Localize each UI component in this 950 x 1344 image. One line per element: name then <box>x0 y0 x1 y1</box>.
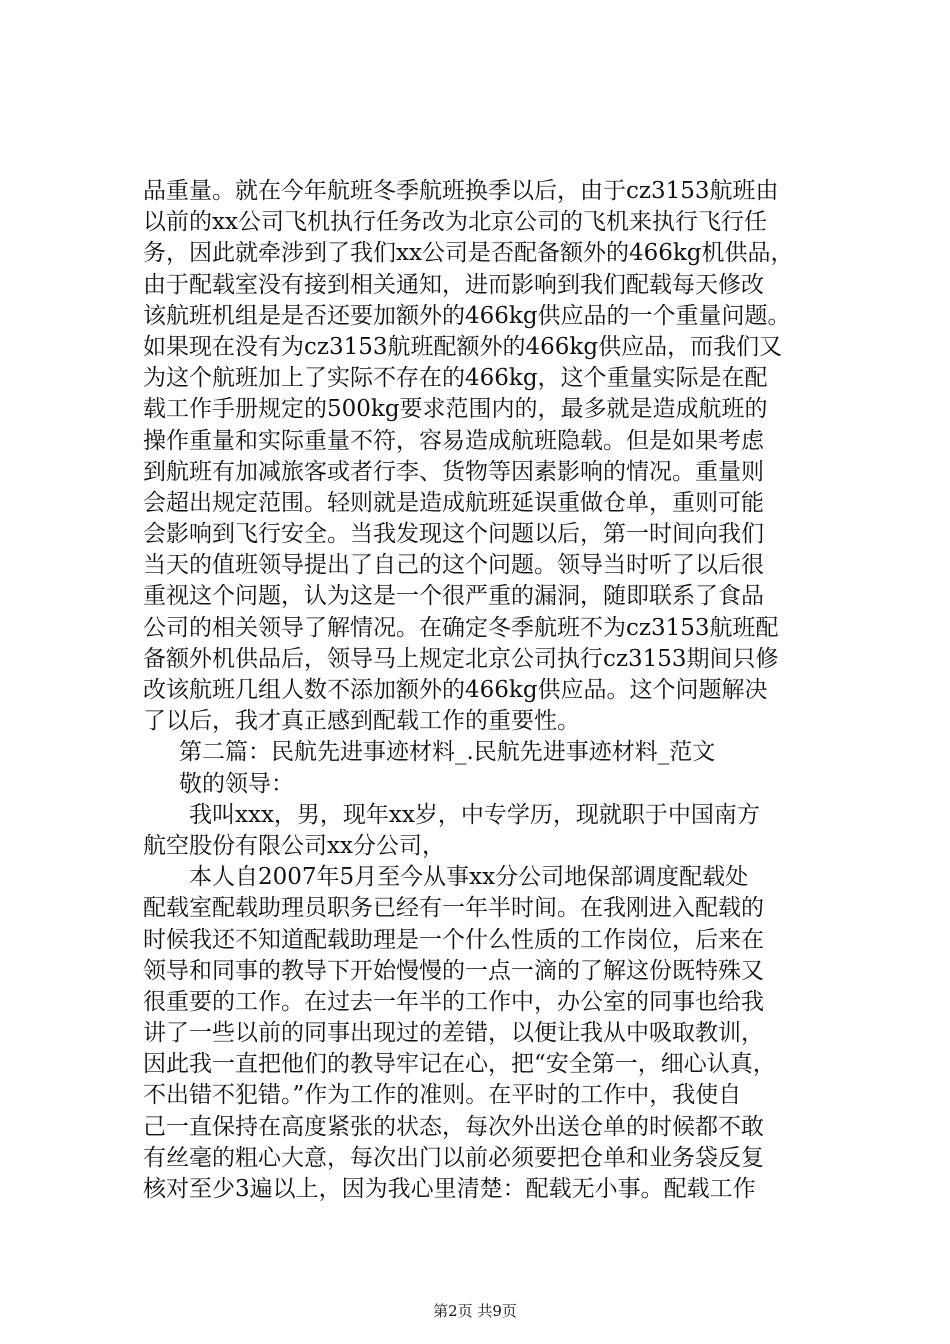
text-line: 如果现在没有为cz3153航班配额外的466kg供应品，而我们又 <box>143 333 783 360</box>
salutation: 敬的领导： <box>179 770 294 797</box>
text-line: 己一直保持在高度紧张的状态，每次外出送仓单的时候都不敢 <box>143 1113 764 1140</box>
page-footer <box>0 1301 950 1321</box>
text-line: 很重要的工作。在过去一年半的工作中，办公室的同事也给我 <box>143 988 764 1015</box>
text-line: 重视这个问题，认为这是一个很严重的漏洞，随即联系了食品 <box>143 583 764 610</box>
text-line: 讲了一些以前的同事出现过的差错，以便让我从中吸取教训， <box>143 1020 764 1047</box>
text-line: 会影响到飞行安全。当我发现这个问题以后，第一时间向我们 <box>143 521 764 548</box>
text-line: 了以后，我才真正感到配载工作的重要性。 <box>143 708 580 735</box>
text-line: 公司的相关领导了解情况。在确定冬季航班不为cz3153航班配 <box>143 614 779 641</box>
text-line: 以前的xx公司飞机执行任务改为北京公司的飞机来执行飞行任 <box>143 209 767 236</box>
document-body <box>143 176 833 1205</box>
text-line: 有丝毫的粗心大意，每次出门以前必须要把仓单和业务袋反复 <box>143 1144 764 1171</box>
text-line: 核对至少3遍以上，因为我心里清楚：配载无小事。配载工作 <box>143 1176 756 1202</box>
text-line: 本人自2007年5月至今从事xx分公司地保部调度配载处 <box>189 864 749 891</box>
text-line: 改该航班几组人数不添加额外的466kg供应品。这个问题解决 <box>143 677 768 703</box>
text-line: 操作重量和实际重量不符，容易造成航班隐载。但是如果考虑 <box>143 427 764 454</box>
text-line: 备额外机供品后，领导马上规定北京公司执行cz3153期间只修 <box>143 645 779 672</box>
text-line: 因此我一直把他们的教导牢记在心，把“安全第一，细心认真， <box>143 1051 776 1078</box>
text-line: 由于配载室没有接到相关通知，进而影响到我们配载每天修改 <box>143 271 764 298</box>
text-line: 品重量。就在今年航班冬季航班换季以后，由于cz3153航班由 <box>143 178 779 204</box>
page-number: 第2页 共9页 <box>433 1302 517 1320</box>
text-line: 配载室配载助理员职务已经有一年半时间。在我刚进入配载的 <box>143 895 764 922</box>
text-line: 领导和同事的教导下开始慢慢的一点一滴的了解这份既特殊又 <box>143 957 764 984</box>
text-line: 为这个航班加上了实际不存在的466kg，这个重量实际是在配 <box>143 365 768 392</box>
section-heading: 第二篇：民航先进事迹材料_.民航先进事迹材料_范文 <box>179 739 716 766</box>
text-line: 时候我还不知道配载助理是一个什么性质的工作岗位，后来在 <box>143 926 764 953</box>
text-line: 当天的值班领导提出了自己的这个问题。领导当时听了以后很 <box>143 552 764 579</box>
text-line: 到航班有加减旅客或者行李、货物等因素影响的情况。重量则 <box>143 458 764 485</box>
text-line: 务，因此就牵涉到了我们xx公司是否配备额外的466kg机供品， <box>143 240 794 267</box>
text-line: 会超出规定范围。轻则就是造成航班延误重做仓单，重则可能 <box>143 489 764 516</box>
text-line: 载工作手册规定的500kg要求范围内的，最多就是造成航班的 <box>143 396 768 423</box>
text-line: 该航班机组是是否还要加额外的466kg供应品的一个重量问题。 <box>143 302 791 329</box>
text-line: 不出错不犯错。”作为工作的准则。在平时的工作中，我使自 <box>143 1082 742 1109</box>
text-line: 我叫xxx，男，现年xx岁，中专学历，现就职于中国南方 <box>189 801 760 828</box>
text-line: 航空股份有限公司xx分公司， <box>143 832 445 859</box>
